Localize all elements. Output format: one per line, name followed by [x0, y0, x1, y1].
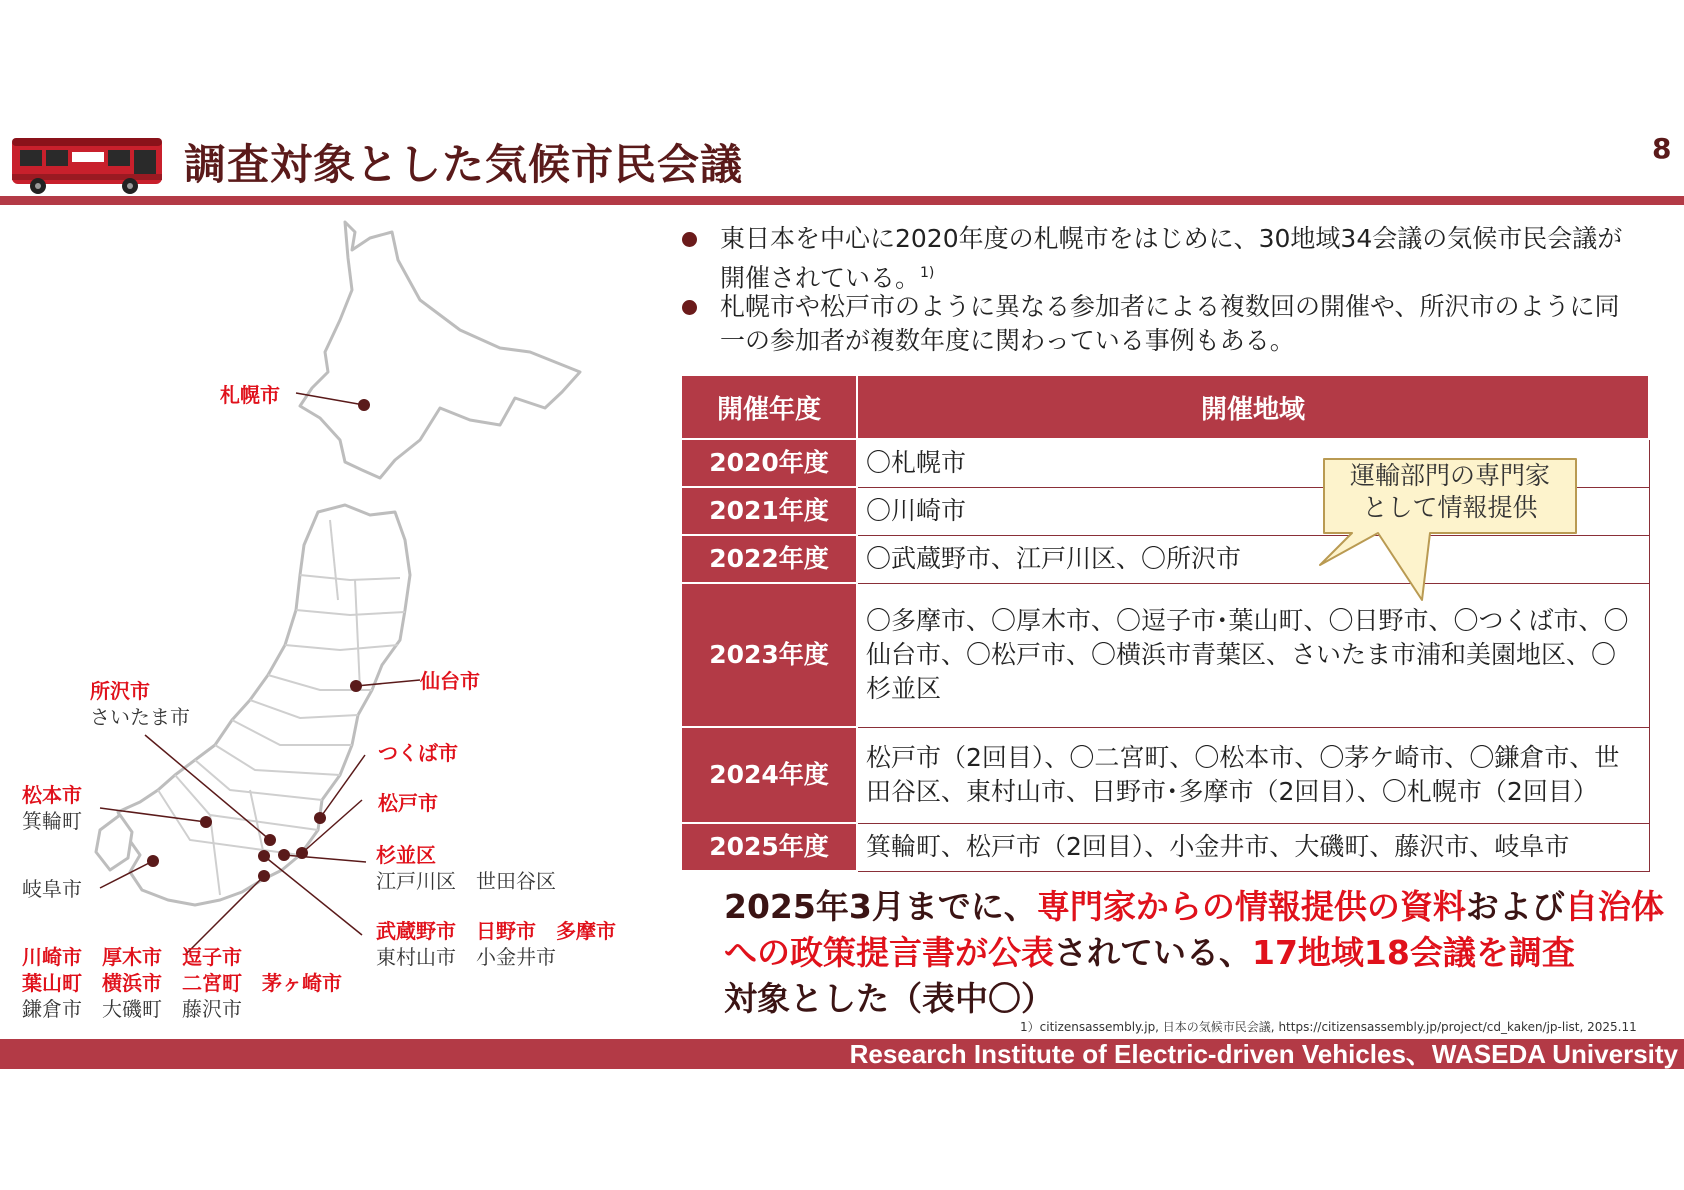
region-cell: 〇川崎市: [857, 487, 1649, 535]
header-divider: [0, 196, 1684, 205]
page-number: 8: [1652, 132, 1672, 165]
map-label-suginami: 杉並区 江戸川区 世田谷区: [376, 843, 556, 893]
kyushu-outline: [96, 815, 132, 870]
year-cell: 2025年度: [681, 823, 857, 871]
map-label-matsumoto: 松本市 箕輪町: [22, 783, 82, 833]
summary-text: 2025年3月までに、専門家からの情報提供の資料および自治体への政策提言書が公表されている、17地域18会議を調査 対象とした（表中〇）: [724, 887, 1664, 1018]
region-cell: 松戸市（2回目）、〇二宮町、〇松本市、〇茅ケ崎市、〇鎌倉市、世田谷区、東村山市、日野市･多摩市（2回目）、〇札幌市（2回目）: [857, 727, 1649, 823]
japan-map: [0, 205, 680, 1035]
header-region: 開催地域: [857, 375, 1649, 439]
bus-icon: [8, 134, 168, 196]
bullet-2: 札幌市や松戸市のように異なる参加者による複数回の開催や、所沢市のように同一の参加者が複数年度に関わっている事例もある。: [682, 290, 1642, 358]
map-label-tsukuba: つくば市: [378, 741, 458, 765]
year-cell: 2021年度: [681, 487, 857, 535]
year-cell: 2020年度: [681, 439, 857, 487]
map-label-tokorozawa: 所沢市 さいたま市: [90, 679, 190, 729]
map-label-sendai: 仙台市: [420, 669, 480, 693]
map-label-matsudo: 松戸市: [378, 791, 438, 815]
bullet-1: 東日本を中心に2020年度の札幌市をはじめに、30地域34会議の気候市民会議が開催されている。$^{1)}$: [682, 222, 1642, 295]
callout-text: 運輸部門の専門家 として情報提供: [1349, 461, 1550, 522]
table-row: [681, 727, 1649, 823]
bullet-dot-icon: [682, 232, 697, 247]
page-title: 調査対象とした気候市民会議: [184, 140, 744, 189]
map-label-sapporo: 札幌市: [220, 383, 280, 407]
year-cell: 2024年度: [681, 727, 857, 823]
year-cell: 2022年度: [681, 535, 857, 583]
hokkaido-outline: [300, 222, 580, 478]
year-cell: 2023年度: [681, 583, 857, 727]
region-cell: 〇武蔵野市、江戸川区、〇所沢市: [857, 535, 1649, 583]
map-label-musashino-group: 武蔵野市 日野市 多摩市 東村山市 小金井市: [376, 919, 616, 969]
footer-bar: [0, 1039, 1684, 1069]
region-cell: 箕輪町、松戸市（2回目）、小金井市、大磯町、藤沢市、岐阜市: [857, 823, 1649, 871]
footer-text: Research Institute of Electric-driven Vehicles、WASEDA University: [849, 1039, 1678, 1069]
header-year: 開催年度: [681, 375, 857, 439]
footnote: 1）citizensassembly.jp, 日本の気候市民会議, https://citizensassembly.jp/project/cd_kaken/jp-list, 2025.11: [1020, 1020, 1637, 1034]
map-label-kanagawa-group: 川崎市 厚木市 逗子市 葉山町 横浜市 二宮町 茅ヶ崎市 鎌倉市 大磯町 藤沢市: [22, 945, 342, 1021]
region-cell: 〇札幌市: [857, 439, 1649, 487]
assembly-table: [680, 374, 1650, 872]
map-label-gifu: 岐阜市: [22, 877, 82, 901]
table-row: [681, 823, 1649, 871]
bullet-dot-icon: [682, 300, 697, 315]
region-cell: 〇多摩市、〇厚木市、〇逗子市･葉山町、〇日野市、〇つくば市、〇仙台市、〇松戸市、〇横浜市青葉区、さいたま市浦和美園地区、〇杉並区: [857, 583, 1649, 727]
